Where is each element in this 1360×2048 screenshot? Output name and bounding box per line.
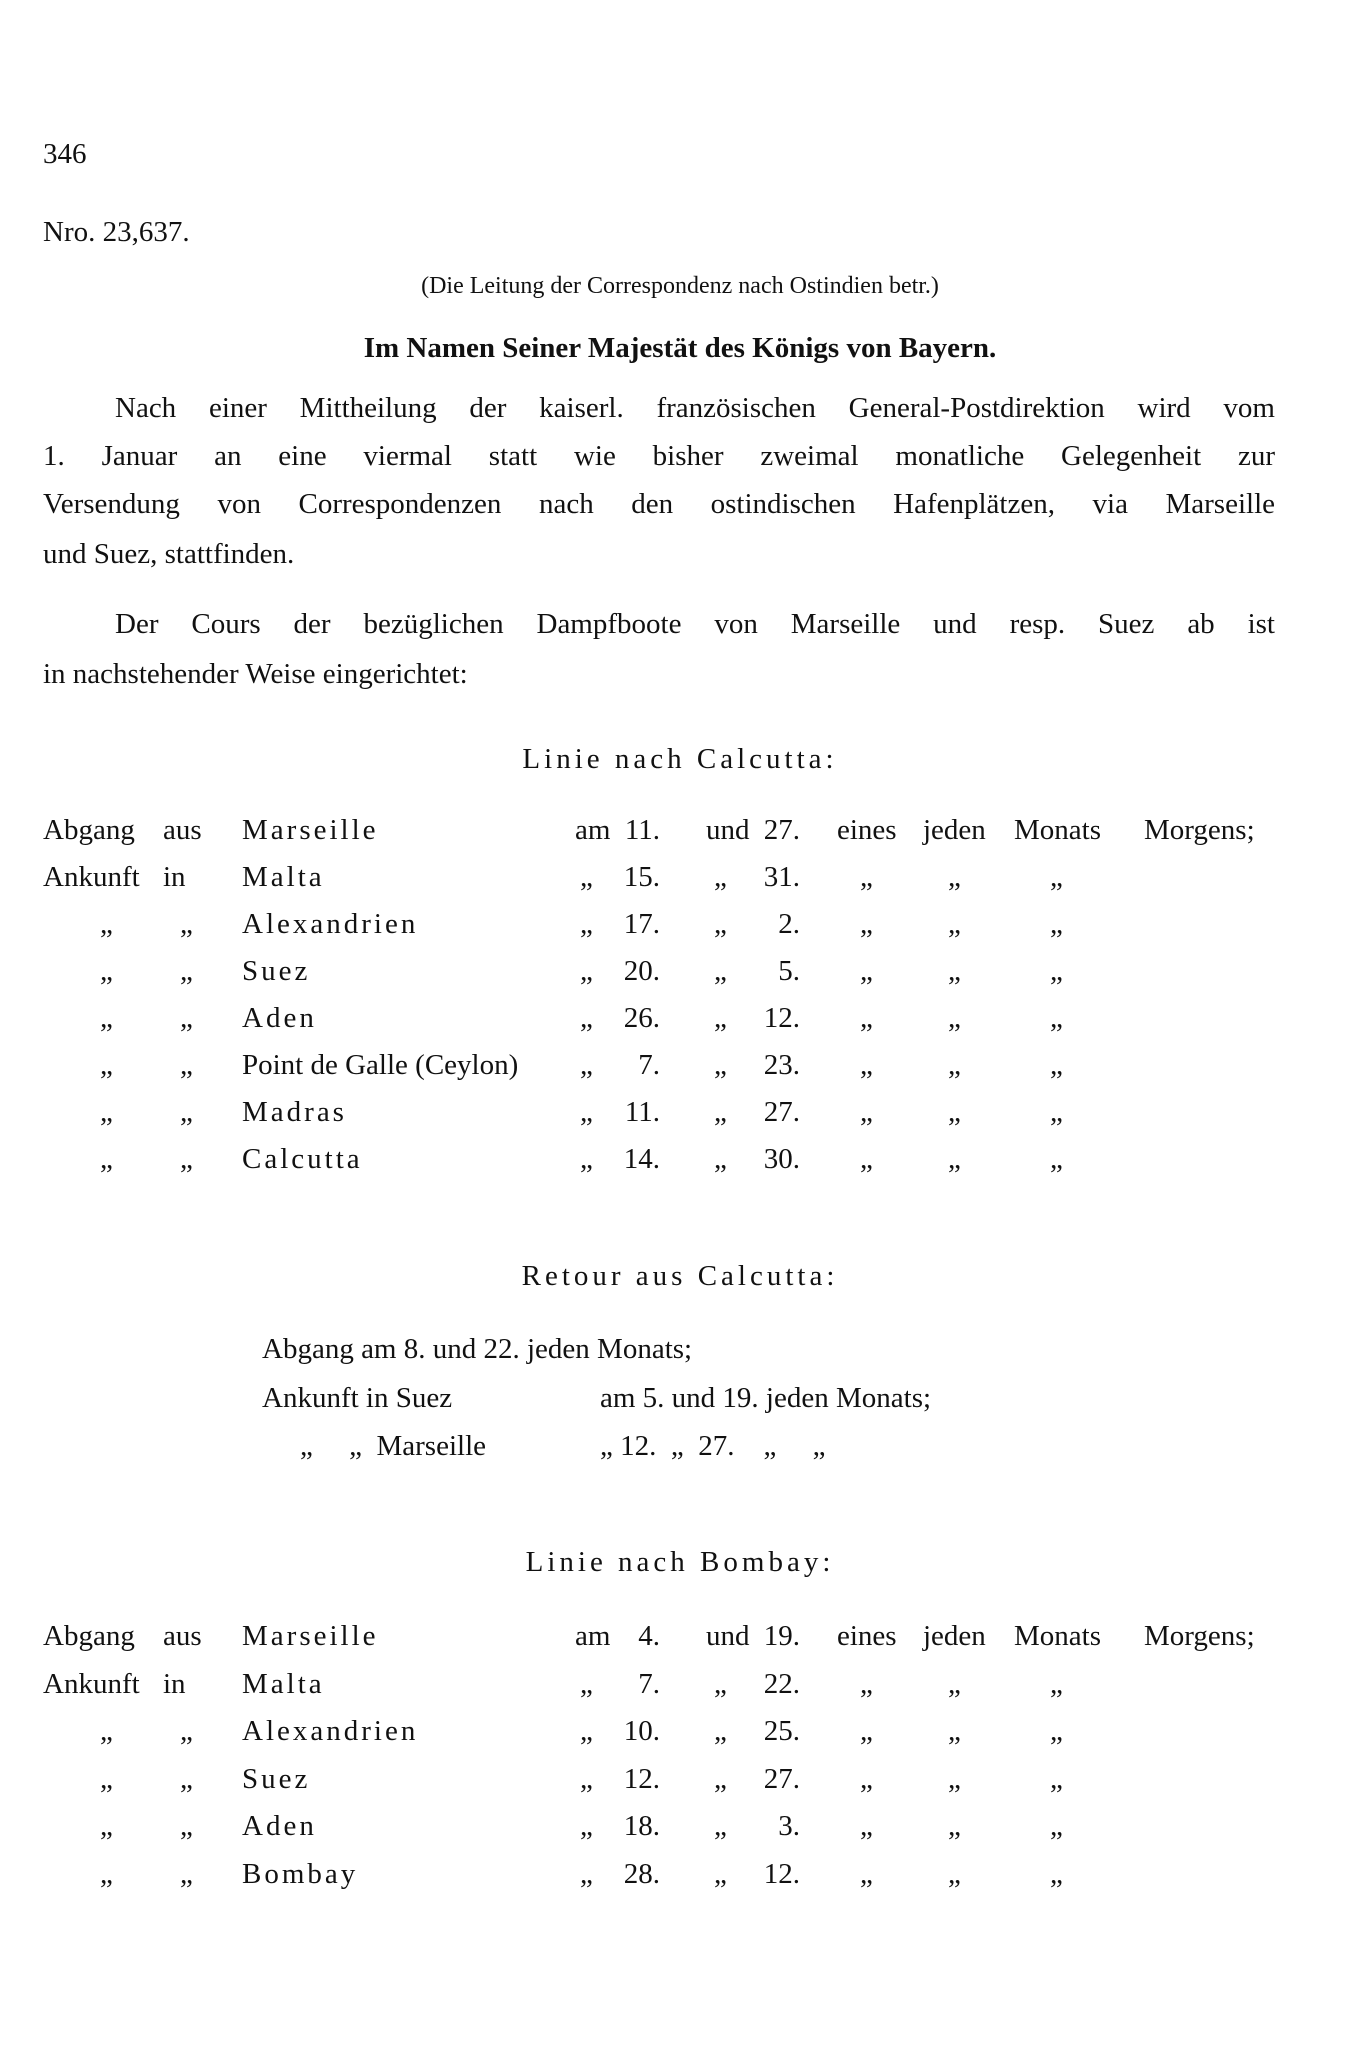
table-cell: Bombay <box>242 1857 359 1890</box>
table-cell: Malta <box>242 1667 325 1700</box>
table-cell: „ <box>580 1096 593 1128</box>
table-cell: Aden <box>242 1810 317 1842</box>
table-cell: „ <box>580 1857 593 1890</box>
table-cell: „ <box>580 1762 593 1795</box>
retour-line: Abgang am 8. und 22. jeden Monats; <box>262 1333 693 1365</box>
table-cell: Alexandrien <box>242 1715 419 1747</box>
table-cell: „ <box>580 1143 593 1175</box>
table-cell: 15. <box>623 861 660 893</box>
table-cell: Marseille <box>242 1620 379 1652</box>
table-cell: aus <box>163 1620 202 1652</box>
table-cell: „ <box>1050 1143 1063 1175</box>
table-cell: Calcutta <box>242 1143 363 1175</box>
retour-line: am 5. und 19. jeden Monats; <box>600 1382 932 1414</box>
table-cell: Marseille <box>242 814 379 846</box>
table-cell: 27. <box>763 1096 800 1128</box>
table-cell: „ <box>180 1002 193 1034</box>
table-cell: 22. <box>763 1667 800 1700</box>
table-cell: 2. <box>778 908 800 940</box>
table-cell: „ <box>948 1667 961 1700</box>
table-cell: „ <box>180 1096 193 1128</box>
table-cell: „ <box>1050 861 1063 893</box>
paragraph-line: Versendung von Correspondenzen nach den ostindischen Hafenplätzen, via Marseille <box>43 488 1275 520</box>
retour-title: Retour aus Calcutta: <box>521 1260 839 1292</box>
table-cell: „ <box>100 1857 113 1890</box>
table-cell: „ <box>714 1857 727 1890</box>
table-cell: 7. <box>638 1049 660 1081</box>
table-cell: „ <box>860 1810 873 1842</box>
table-cell: Suez <box>242 955 311 987</box>
table-cell: „ <box>714 955 727 987</box>
table-cell: „ <box>1050 1049 1063 1081</box>
table-cell: 20. <box>623 955 660 987</box>
table-cell: „ <box>580 1667 593 1700</box>
table-cell: 12. <box>763 1002 800 1034</box>
table-cell: 27. <box>763 814 800 846</box>
table-cell: 28. <box>623 1857 660 1890</box>
table-cell: Point de Galle (Ceylon) <box>242 1049 519 1081</box>
table-cell: „ <box>100 908 113 940</box>
table-cell: in <box>163 1667 186 1700</box>
table-cell: „ <box>1050 1096 1063 1128</box>
table-cell: „ <box>860 1857 873 1890</box>
table-cell: „ <box>180 955 193 987</box>
table-cell: 11. <box>624 1096 660 1128</box>
table-cell: „ <box>948 1143 961 1175</box>
table-cell: „ <box>714 1143 727 1175</box>
calcutta-title: Linie nach Calcutta: <box>522 743 838 775</box>
table-cell: 14. <box>623 1143 660 1175</box>
paragraph-line: Nach einer Mittheilung der kaiserl. französischen General-Postdirektion wird vom <box>115 392 1275 424</box>
table-cell: 7. <box>638 1667 660 1700</box>
table-cell: „ <box>100 955 113 987</box>
table-cell: „ <box>100 1002 113 1034</box>
table-cell: „ <box>1050 1715 1063 1747</box>
table-cell: 4. <box>638 1620 660 1652</box>
table-cell: „ <box>714 1715 727 1747</box>
table-cell: „ <box>860 1715 873 1747</box>
table-cell: „ <box>714 1049 727 1081</box>
paragraph-line: und Suez, stattfinden. <box>43 538 295 570</box>
subject-line: (Die Leitung der Correspondenz nach Ostindien betr.) <box>421 273 939 299</box>
table-cell: 5. <box>778 955 800 987</box>
table-cell: „ <box>948 908 961 940</box>
page-number: 346 <box>43 138 87 170</box>
table-cell: „ <box>948 1715 961 1747</box>
table-cell: 19. <box>763 1620 800 1652</box>
table-cell: „ <box>580 1049 593 1081</box>
table-cell: „ <box>580 1810 593 1842</box>
table-cell: „ <box>714 1096 727 1128</box>
table-cell: jeden <box>923 1620 986 1652</box>
table-cell: in <box>163 861 186 893</box>
table-cell: 17. <box>623 908 660 940</box>
table-cell: eines <box>837 814 897 846</box>
table-cell: „ <box>180 1715 193 1747</box>
table-cell: „ <box>180 1143 193 1175</box>
table-cell: „ <box>100 1096 113 1128</box>
table-cell: Madras <box>242 1096 347 1128</box>
table-cell: aus <box>163 814 202 846</box>
table-cell: 3. <box>778 1810 800 1842</box>
table-cell: Malta <box>242 861 325 893</box>
table-cell: „ <box>714 1667 727 1700</box>
table-cell: „ <box>948 1857 961 1890</box>
table-cell: 11. <box>624 814 660 846</box>
table-cell: am <box>575 1620 611 1652</box>
table-cell: 31. <box>763 861 800 893</box>
table-cell: 10. <box>623 1715 660 1747</box>
table-cell: „ <box>948 1002 961 1034</box>
table-cell: 27. <box>763 1762 800 1795</box>
table-cell: „ <box>1050 1857 1063 1890</box>
bombay-title: Linie nach Bombay: <box>525 1546 835 1578</box>
table-cell: „ <box>714 1762 727 1795</box>
table-cell: Abgang <box>43 814 135 846</box>
table-cell: und <box>706 814 750 846</box>
table-cell: „ <box>1050 1002 1063 1034</box>
table-cell: „ <box>1050 1810 1063 1842</box>
paragraph-line: in nachstehender Weise eingerichtet: <box>43 658 468 690</box>
table-cell: 12. <box>623 1762 660 1795</box>
table-cell: Morgens; <box>1144 1620 1255 1652</box>
table-cell: „ <box>100 1762 113 1795</box>
table-cell: „ <box>1050 908 1063 940</box>
table-cell: 12. <box>763 1857 800 1890</box>
table-cell: 18. <box>623 1810 660 1842</box>
table-cell: am <box>575 814 611 846</box>
table-cell: „ <box>948 861 961 893</box>
table-cell: Ankunft <box>43 1667 140 1700</box>
table-cell: „ <box>860 1096 873 1128</box>
table-cell: Alexandrien <box>242 908 419 940</box>
table-cell: „ <box>714 1002 727 1034</box>
table-cell: „ <box>948 1096 961 1128</box>
paragraph-line: 1. Januar an eine viermal statt wie bisher zweimal monatliche Gelegenheit zur <box>43 440 1275 472</box>
retour-line: Ankunft in Suez <box>262 1382 453 1414</box>
table-cell: „ <box>860 1762 873 1795</box>
table-cell: „ <box>714 861 727 893</box>
table-cell: „ <box>1050 955 1063 987</box>
table-cell: „ <box>180 1762 193 1795</box>
table-cell: „ <box>714 1810 727 1842</box>
table-cell: Abgang <box>43 1620 135 1652</box>
table-cell: Ankunft <box>43 861 140 893</box>
retour-line: „ „ Marseille <box>300 1430 487 1462</box>
table-cell: „ <box>580 1715 593 1747</box>
table-cell: „ <box>180 1810 193 1842</box>
heading: Im Namen Seiner Majestät des Königs von Bayern. <box>363 332 997 364</box>
table-cell: „ <box>860 1667 873 1700</box>
table-cell: „ <box>100 1143 113 1175</box>
table-cell: Monats <box>1014 814 1101 846</box>
document-number: Nro. 23,637. <box>43 216 190 248</box>
table-cell: Suez <box>242 1762 311 1795</box>
table-cell: „ <box>860 1143 873 1175</box>
table-cell: und <box>706 1620 750 1652</box>
table-cell: „ <box>100 1049 113 1081</box>
table-cell: „ <box>580 1002 593 1034</box>
table-cell: „ <box>714 908 727 940</box>
table-cell: „ <box>948 1049 961 1081</box>
table-cell: Aden <box>242 1002 317 1034</box>
table-cell: „ <box>180 1049 193 1081</box>
table-cell: „ <box>860 1002 873 1034</box>
table-cell: eines <box>837 1620 897 1652</box>
table-cell: „ <box>860 1049 873 1081</box>
table-cell: „ <box>860 955 873 987</box>
table-cell: „ <box>948 955 961 987</box>
table-cell: „ <box>580 908 593 940</box>
table-cell: „ <box>1050 1762 1063 1795</box>
table-cell: „ <box>100 1715 113 1747</box>
table-cell: „ <box>580 861 593 893</box>
table-cell: „ <box>180 1857 193 1890</box>
table-cell: „ <box>860 861 873 893</box>
table-cell: „ <box>948 1810 961 1842</box>
table-cell: 23. <box>763 1049 800 1081</box>
table-cell: 30. <box>763 1143 800 1175</box>
table-cell: „ <box>580 955 593 987</box>
table-cell: „ <box>100 1810 113 1842</box>
paragraph-line: Der Cours der bezüglichen Dampfboote von Marseille und resp. Suez ab ist <box>115 608 1275 640</box>
table-cell: jeden <box>923 814 986 846</box>
retour-line: „ 12. „ 27. „ „ <box>600 1430 826 1462</box>
table-cell: 25. <box>763 1715 800 1747</box>
table-cell: Morgens; <box>1144 814 1255 846</box>
table-cell: 26. <box>623 1002 660 1034</box>
table-cell: „ <box>180 908 193 940</box>
table-cell: „ <box>948 1762 961 1795</box>
table-cell: Monats <box>1014 1620 1101 1652</box>
table-cell: „ <box>860 908 873 940</box>
table-cell: „ <box>1050 1667 1063 1700</box>
